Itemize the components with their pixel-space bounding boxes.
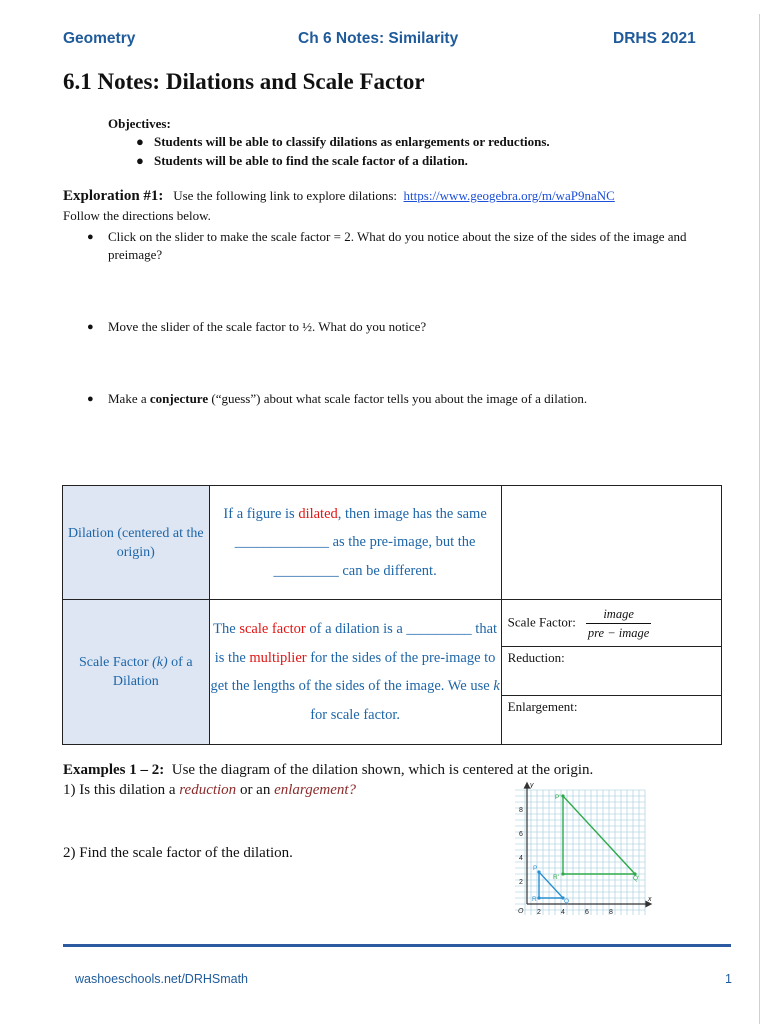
exploration-line — [63, 188, 615, 205]
label-r: R — [532, 896, 537, 903]
x-tick-label: 6 — [585, 909, 589, 916]
label-q-prime: Q' — [633, 875, 640, 882]
objectives-heading: Objectives: — [108, 116, 171, 131]
page-number: 1 — [725, 972, 732, 986]
scale-factor-fraction: $\frac{\text{image}}{\text{pre − image}}$ — [587, 606, 650, 640]
exploration-text: Use the following link to explore dilations: — [173, 188, 398, 203]
axes — [525, 783, 652, 907]
y-tick-label: 4 — [519, 855, 523, 862]
y-tick-label: 8 — [519, 807, 523, 814]
page-title: 6.1 Notes: Dilations and Scale Factor — [63, 69, 425, 94]
preimage-triangle — [539, 872, 563, 898]
header-school: DRHS 2021 — [613, 30, 696, 47]
reduction-cell: Reduction: — [501, 647, 721, 696]
geogebra-link[interactable]: https://www.geogebra.org/m/waP9naNC — [403, 188, 615, 203]
enlargement-cell: Enlargement: — [501, 696, 721, 745]
def-dilation: If a figure is dilated, then image has the same _____________ as the pre-image, but the _________ can be different. — [209, 486, 501, 600]
label-p: P — [533, 865, 538, 872]
objective-item: ● Students will be able to find the scale factor of a dilation. — [136, 153, 468, 168]
term-dilation: Dilation (centered at the origin) — [63, 486, 210, 600]
exploration-bullet: ● Move the slider of the scale factor to ½. What do you notice? — [87, 319, 427, 334]
x-tick-label: 8 — [609, 909, 613, 916]
notes-cell-dilation — [501, 486, 721, 600]
x-tick-label: 2 — [537, 909, 541, 916]
y-tick-label: 2 — [519, 879, 523, 886]
origin-label: O — [518, 908, 524, 915]
page-edge — [759, 14, 760, 1024]
label-r-prime: R' — [553, 874, 559, 881]
y-tick-label: 6 — [519, 831, 523, 838]
scale-factor-formula: Scale Factor: $\frac{\text{image}}{\text{pre − image}}$ — [501, 600, 721, 647]
dilation-graph — [505, 780, 655, 930]
exploration-bullet: ● Click on the slider to make the scale factor = 2. What do you notice about the size of the sides of the image and preimage? — [87, 229, 687, 262]
vertex-r — [537, 896, 540, 899]
x-axis-label: x — [648, 896, 652, 903]
footer-rule — [63, 944, 731, 947]
label-p-prime: P' — [555, 794, 561, 801]
label-q: Q — [564, 898, 570, 905]
def-scale-factor: The scale factor of a dilation is a _________ that is the multiplier for the sides of the pre-image to get the lengths of the sides of the image. We use k for scale factor. — [209, 600, 501, 745]
x-tick-label: 4 — [561, 909, 565, 916]
term-scale-factor: Scale Factor (k) of a Dilation — [63, 600, 210, 745]
header-chapter: Ch 6 Notes: Similarity — [298, 30, 459, 47]
vocab-table — [62, 485, 722, 745]
footer-url: washoeschools.net/DRHSmath — [75, 972, 248, 986]
header-course: Geometry — [63, 30, 136, 47]
vertex-r-prime — [561, 872, 564, 875]
vertex-p — [537, 870, 540, 873]
exploration-bullet: ● Make a conjecture (“guess”) about what scale factor tells you about the image of a dilation. — [87, 391, 588, 406]
objective-item: ● Students will be able to classify dilations as enlargements or reductions. — [136, 134, 550, 149]
y-axis-label: y — [530, 782, 534, 789]
question-1: 1) Is this dilation a reduction or an enlargement? — [63, 782, 357, 798]
follow-directions: Follow the directions below. — [63, 208, 211, 223]
vertex-p-prime — [561, 794, 564, 797]
examples-heading: Examples 1 – 2: Use the diagram of the dilation shown, which is centered at the origin. — [63, 762, 594, 778]
exploration-label: Exploration #1: — [63, 188, 164, 204]
question-2: 2) Find the scale factor of the dilation. — [63, 845, 293, 861]
